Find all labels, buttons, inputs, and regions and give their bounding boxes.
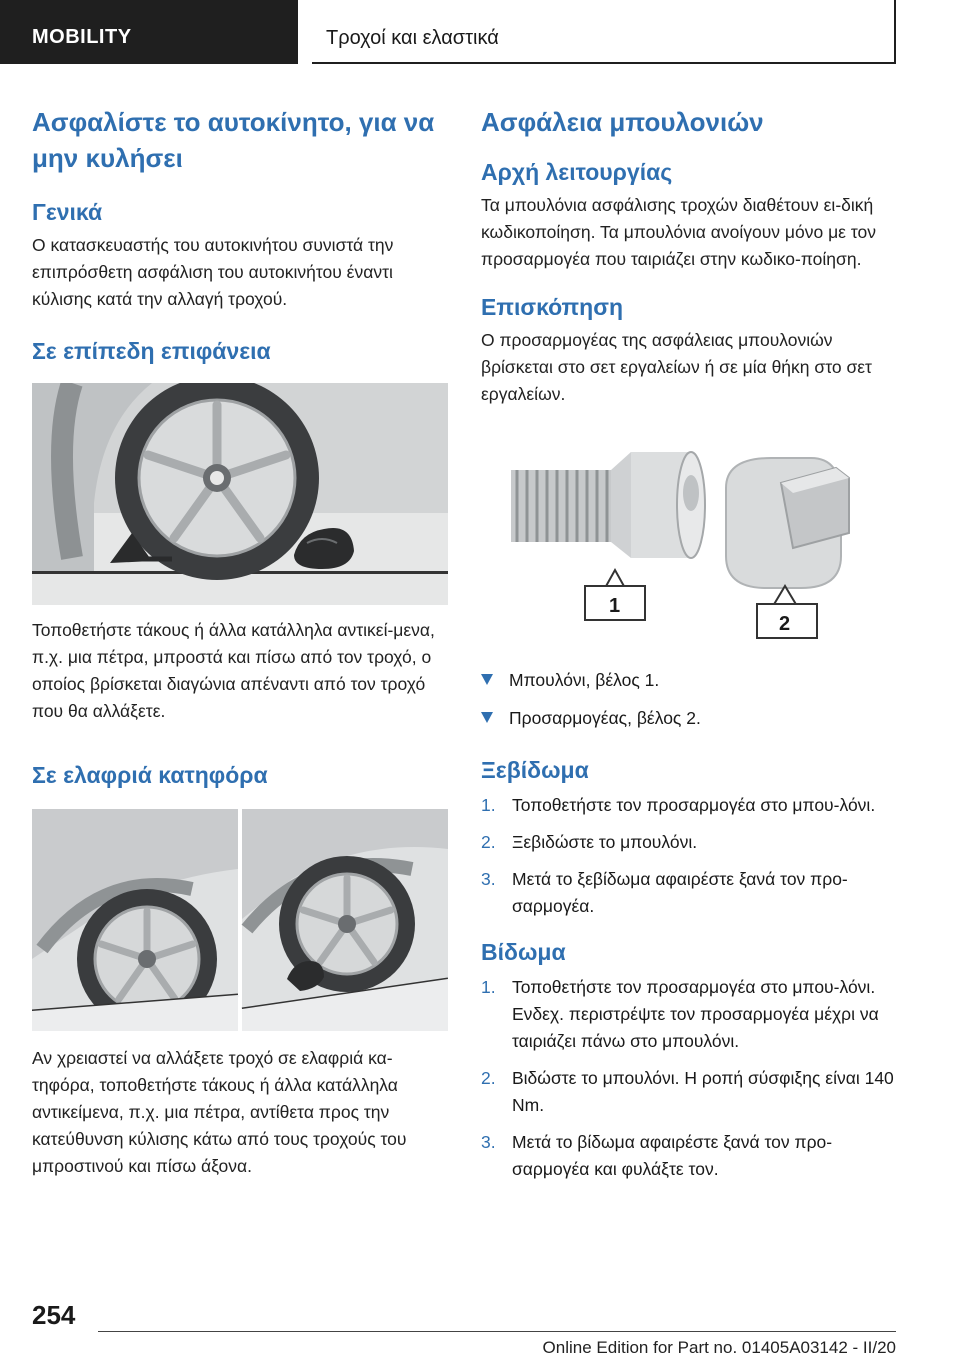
arrow-2-label: 2 <box>779 613 791 635</box>
right-column <box>481 104 899 1193</box>
page-number: 254 <box>32 1300 76 1330</box>
principle-text: Τα μπουλόνια ασφάλισης τροχών διαθέτουν ει-δική κωδικοποίηση. Τα μπουλόνια ανοίγουν μόνο με τον προσαρμογέα που ταιριάζει στην κωδικο-ποίηση. <box>481 195 876 269</box>
section-label: MOBILITY <box>32 26 132 48</box>
unscrew-steps <box>481 792 899 920</box>
legend-item: Προσαρμογέας, βέλος 2. <box>481 705 899 732</box>
chapter-header <box>312 0 896 64</box>
heading-unscrew: Ξεβίδωμα <box>481 757 589 783</box>
section-title-secure-vehicle: Ασφαλίστε το αυτοκίνητο, για να μην κυλήσει <box>32 107 435 173</box>
heading-screw: Βίδωμα <box>481 939 566 965</box>
arrow-1-label: 1 <box>609 595 621 617</box>
heading-principle: Αρχή λειτουργίας <box>481 159 673 185</box>
chapter-label: Τροχοί και ελαστικά <box>326 27 499 49</box>
heading-overview: Επισκόπηση <box>481 294 623 320</box>
step-item: 1. Τοποθετήστε τον προσαρμογέα στο μπου-λόνι. Ενδεχ. περιστρέψτε τον προσαρμογέα μέχρι να ταιριάζει πάνω στο μπουλόνι. <box>481 977 879 1051</box>
general-text: Ο κατασκευαστής του αυτοκινήτου συνιστά την επιπρόσθετη ασφάλιση του αυτοκινήτου έναντι κύλισης κατά την αλλαγή τροχού. <box>32 235 394 309</box>
footer-edition: Online Edition for Part no. 01405A03142 - II/20 <box>542 1338 896 1357</box>
section-tab <box>0 0 298 64</box>
step-item: 2. Ξεβιδώστε το μπουλόνι. <box>481 832 698 852</box>
slope-text: Αν χρειαστεί να αλλάξετε τροχό σε ελαφριά κα-τηφόρα, τοποθετήστε τάκους ή άλλα κατάλληλα αντικείμενα, π.χ. μια πέτρα, αντίθετα προς την κατεύθυνση κύλισης κάτω από τους τροχούς του μπροστινού και πίσω άξονα. <box>32 1048 407 1176</box>
footer-divider <box>98 1331 896 1332</box>
slope-illustration <box>32 809 448 1031</box>
heading-general: Γενικά <box>32 199 103 225</box>
step-item: 1. Τοποθετήστε τον προσαρμογέα στο μπου-λόνι. <box>481 795 876 815</box>
flat-surface-text: Τοποθετήστε τάκους ή άλλα κατάλληλα αντικεί-μενα, π.χ. μια πέτρα, μπροστά και πίσω από τον τροχό, ο οποίος βρίσκεται διαγώνια απέναντι από τον τροχό που θα αλλάξετε. <box>32 620 435 721</box>
step-item: 3. Μετά το βίδωμα αφαιρέστε ξανά τον προ-σαρμογέα και φυλάξτε τον. <box>481 1132 833 1179</box>
triangle-bullet-icon <box>481 712 493 723</box>
illustration-legend <box>481 667 899 732</box>
overview-text: Ο προσαρμογέας της ασφάλειας μπουλονιών βρίσκεται στο σετ εργαλείων ή σε μία θήκη στο σετ εργαλείων. <box>481 330 872 404</box>
screw-steps <box>481 974 899 1183</box>
heading-slope: Σε ελαφριά κατηφόρα <box>32 762 268 788</box>
wheel-bolt-adapter-illustration <box>481 438 897 653</box>
step-item: 2. Βιδώστε το μπουλόνι. Η ροπή σύσφιξης είναι 140 Nm. <box>481 1068 894 1115</box>
legend-item: Μπουλόνι, βέλος 1. <box>481 667 899 694</box>
step-item: 3. Μετά το ξεβίδωμα αφαιρέστε ξανά τον προ-σαρμογέα. <box>481 869 848 916</box>
left-column <box>32 104 450 1180</box>
heading-flat-surface: Σε επίπεδη επιφάνεια <box>32 338 271 364</box>
flat-surface-illustration <box>32 383 448 605</box>
section-title-wheel-lock: Ασφάλεια μπουλονιών <box>481 107 764 137</box>
triangle-bullet-icon <box>481 674 493 685</box>
